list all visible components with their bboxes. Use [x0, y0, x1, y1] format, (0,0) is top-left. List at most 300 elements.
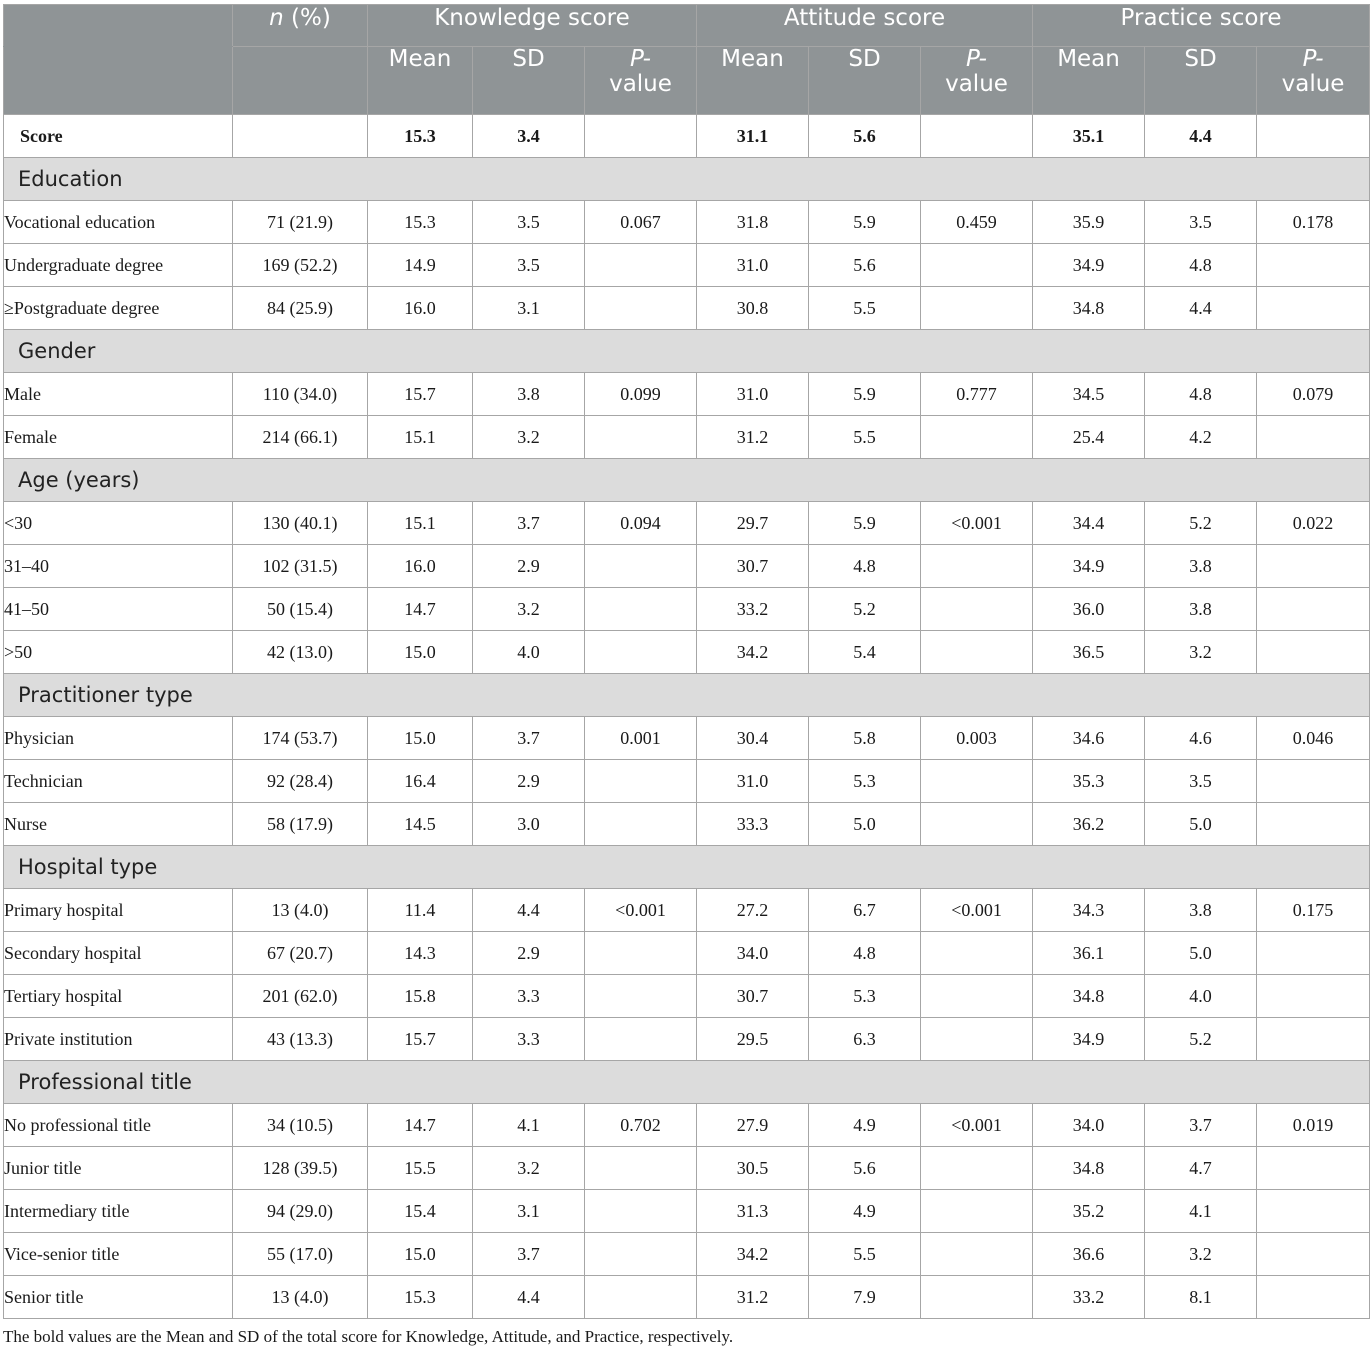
header-blank-cell: [4, 47, 233, 115]
row-label: Private institution: [4, 1018, 233, 1061]
table-row: [4, 1018, 1370, 1061]
cell-k-sd: 3.7: [473, 717, 585, 760]
table-row: [4, 287, 1370, 330]
cell-a-p: <0.001: [921, 1104, 1033, 1147]
cell-a-mean: 31.2: [697, 416, 809, 459]
cell-p-mean: 36.1: [1033, 932, 1145, 975]
header-a-mean: Mean: [697, 47, 809, 115]
row-label: Technician: [4, 760, 233, 803]
section-title: Professional title: [4, 1061, 1370, 1104]
cell-k-p: [585, 545, 697, 588]
cell-k-mean: 16.0: [368, 545, 473, 588]
cell-a-sd: 4.9: [809, 1104, 921, 1147]
score-label: Score: [4, 115, 233, 158]
row-label: Vocational education: [4, 201, 233, 244]
cell-k-mean: 15.5: [368, 1147, 473, 1190]
cell-p-sd: 3.5: [1145, 760, 1257, 803]
cell-a-mean: 34.2: [697, 631, 809, 674]
table-row: [4, 889, 1370, 932]
cell-k-p: 0.001: [585, 717, 697, 760]
cell-p-mean: 34.8: [1033, 975, 1145, 1018]
cell-a-sd: 6.3: [809, 1018, 921, 1061]
table-row: [4, 760, 1370, 803]
section-header-row: [4, 846, 1370, 889]
cell-k-sd: 4.4: [473, 1276, 585, 1319]
cell-a-p: [921, 545, 1033, 588]
cell-n: 55 (17.0): [233, 1233, 368, 1276]
cell-k-sd: 4.4: [473, 889, 585, 932]
cell-p-mean: 33.2: [1033, 1276, 1145, 1319]
score-a-p: [921, 115, 1033, 158]
header-practice-score: Practice score: [1033, 5, 1370, 47]
cell-p-mean: 34.0: [1033, 1104, 1145, 1147]
cell-k-sd: 3.2: [473, 1147, 585, 1190]
cell-k-p: 0.702: [585, 1104, 697, 1147]
cell-p-mean: 35.3: [1033, 760, 1145, 803]
cell-k-sd: 2.9: [473, 760, 585, 803]
cell-a-p: [921, 932, 1033, 975]
header-p-label: P-: [630, 46, 651, 72]
cell-a-mean: 31.0: [697, 244, 809, 287]
cell-a-p: [921, 287, 1033, 330]
row-label: Physician: [4, 717, 233, 760]
row-label: 41–50: [4, 588, 233, 631]
cell-a-p: [921, 588, 1033, 631]
cell-a-mean: 31.0: [697, 760, 809, 803]
cell-p-sd: 4.2: [1145, 416, 1257, 459]
cell-k-mean: 14.7: [368, 588, 473, 631]
cell-k-p: [585, 244, 697, 287]
cell-a-p: 0.459: [921, 201, 1033, 244]
cell-p-sd: 4.8: [1145, 244, 1257, 287]
header-a-pvalue: [921, 47, 1033, 115]
cell-n: 214 (66.1): [233, 416, 368, 459]
score-row: [4, 115, 1370, 158]
table-row: [4, 201, 1370, 244]
table-body: [4, 115, 1370, 1319]
cell-k-mean: 15.0: [368, 631, 473, 674]
cell-p-p: [1257, 760, 1370, 803]
cell-a-mean: 30.5: [697, 1147, 809, 1190]
cell-k-sd: 3.7: [473, 1233, 585, 1276]
row-label: Male: [4, 373, 233, 416]
score-k-p: [585, 115, 697, 158]
header-p-label: P-: [1302, 46, 1324, 72]
cell-k-sd: 3.2: [473, 588, 585, 631]
cell-a-mean: 33.2: [697, 588, 809, 631]
cell-a-sd: 5.3: [809, 975, 921, 1018]
cell-k-p: 0.094: [585, 502, 697, 545]
cell-n: 42 (13.0): [233, 631, 368, 674]
section-header-row: [4, 330, 1370, 373]
score-p-mean: 35.1: [1033, 115, 1145, 158]
table-row: [4, 1276, 1370, 1319]
cell-a-p: 0.777: [921, 373, 1033, 416]
header-blank-cell: [233, 47, 368, 115]
cell-n: 58 (17.9): [233, 803, 368, 846]
cell-n: 110 (34.0): [233, 373, 368, 416]
cell-p-mean: 34.4: [1033, 502, 1145, 545]
table-row: [4, 631, 1370, 674]
score-p-sd: 4.4: [1145, 115, 1257, 158]
cell-k-mean: 14.9: [368, 244, 473, 287]
cell-k-sd: 3.3: [473, 975, 585, 1018]
header-p-mean: Mean: [1033, 47, 1145, 115]
header-p-label: P-: [966, 46, 987, 72]
cell-a-sd: 5.5: [809, 1233, 921, 1276]
table-row: [4, 717, 1370, 760]
cell-k-sd: 2.9: [473, 545, 585, 588]
cell-a-sd: 5.4: [809, 631, 921, 674]
header-knowledge-score: Knowledge score: [368, 5, 697, 47]
table-row: [4, 244, 1370, 287]
cell-p-p: 0.019: [1257, 1104, 1370, 1147]
header-value-label: value: [609, 71, 672, 97]
cell-n: 67 (20.7): [233, 932, 368, 975]
section-title: Hospital type: [4, 846, 1370, 889]
row-label: >50: [4, 631, 233, 674]
cell-a-sd: 5.9: [809, 502, 921, 545]
cell-k-p: [585, 932, 697, 975]
cell-n: 71 (21.9): [233, 201, 368, 244]
score-k-mean: 15.3: [368, 115, 473, 158]
cell-a-p: 0.003: [921, 717, 1033, 760]
cell-n: 84 (25.9): [233, 287, 368, 330]
cell-p-sd: 4.4: [1145, 287, 1257, 330]
header-k-sd: SD: [473, 47, 585, 115]
score-k-sd: 3.4: [473, 115, 585, 158]
cell-a-mean: 31.3: [697, 1190, 809, 1233]
cell-a-mean: 34.2: [697, 1233, 809, 1276]
cell-k-sd: 3.8: [473, 373, 585, 416]
cell-k-mean: 15.0: [368, 1233, 473, 1276]
cell-a-p: [921, 416, 1033, 459]
cell-p-mean: 34.5: [1033, 373, 1145, 416]
cell-p-sd: 4.0: [1145, 975, 1257, 1018]
cell-p-p: [1257, 1190, 1370, 1233]
cell-p-mean: 25.4: [1033, 416, 1145, 459]
row-label: 31–40: [4, 545, 233, 588]
cell-a-p: [921, 1147, 1033, 1190]
cell-p-p: 0.079: [1257, 373, 1370, 416]
section-title: Age (years): [4, 459, 1370, 502]
cell-k-p: [585, 1190, 697, 1233]
cell-k-mean: 15.0: [368, 717, 473, 760]
cell-p-p: [1257, 932, 1370, 975]
cell-p-sd: 3.8: [1145, 588, 1257, 631]
cell-p-mean: 35.9: [1033, 201, 1145, 244]
cell-a-p: <0.001: [921, 502, 1033, 545]
section-header-row: [4, 459, 1370, 502]
cell-p-mean: 34.9: [1033, 545, 1145, 588]
cell-p-p: [1257, 1276, 1370, 1319]
cell-a-sd: 4.8: [809, 932, 921, 975]
cell-n: 201 (62.0): [233, 975, 368, 1018]
cell-a-p: [921, 244, 1033, 287]
cell-p-p: [1257, 588, 1370, 631]
cell-a-p: [921, 1018, 1033, 1061]
row-label: Senior title: [4, 1276, 233, 1319]
header-p-pvalue: [1257, 47, 1370, 115]
cell-k-p: [585, 1276, 697, 1319]
cell-p-p: [1257, 1147, 1370, 1190]
cell-a-p: [921, 1276, 1033, 1319]
cell-k-sd: 3.5: [473, 201, 585, 244]
cell-a-mean: 31.2: [697, 1276, 809, 1319]
score-n-cell: [233, 115, 368, 158]
cell-k-p: [585, 416, 697, 459]
cell-k-p: [585, 287, 697, 330]
cell-p-p: [1257, 631, 1370, 674]
cell-p-mean: 34.9: [1033, 1018, 1145, 1061]
cell-k-mean: 15.8: [368, 975, 473, 1018]
row-label: ≥Postgraduate degree: [4, 287, 233, 330]
cell-k-p: [585, 588, 697, 631]
cell-p-mean: 34.8: [1033, 1147, 1145, 1190]
header-n-percent: [233, 5, 368, 47]
cell-k-mean: 14.7: [368, 1104, 473, 1147]
header-blank-cell: [4, 5, 233, 47]
cell-k-mean: 15.3: [368, 201, 473, 244]
cell-k-mean: 14.3: [368, 932, 473, 975]
cell-a-p: [921, 803, 1033, 846]
cell-a-sd: 5.9: [809, 201, 921, 244]
cell-a-sd: 4.8: [809, 545, 921, 588]
section-title: Education: [4, 158, 1370, 201]
cell-k-mean: 15.7: [368, 1018, 473, 1061]
table-row: [4, 416, 1370, 459]
cell-p-sd: 4.8: [1145, 373, 1257, 416]
cell-k-p: [585, 975, 697, 1018]
cell-a-mean: 30.7: [697, 975, 809, 1018]
cell-p-p: [1257, 545, 1370, 588]
cell-a-mean: 30.4: [697, 717, 809, 760]
cell-n: 174 (53.7): [233, 717, 368, 760]
cell-p-p: 0.046: [1257, 717, 1370, 760]
cell-p-sd: 3.8: [1145, 545, 1257, 588]
table-footnote: The bold values are the Mean and SD of the total score for Knowledge, Attitude, and Practice, respectively.: [3, 1327, 734, 1346]
cell-a-mean: 30.8: [697, 287, 809, 330]
table-header: [4, 5, 1370, 115]
table-row: [4, 803, 1370, 846]
cell-p-mean: 35.2: [1033, 1190, 1145, 1233]
cell-p-sd: 3.2: [1145, 631, 1257, 674]
section-title: Practitioner type: [4, 674, 1370, 717]
cell-k-sd: 3.7: [473, 502, 585, 545]
table-row: [4, 545, 1370, 588]
cell-p-sd: 3.2: [1145, 1233, 1257, 1276]
cell-k-p: [585, 631, 697, 674]
cell-k-sd: 2.9: [473, 932, 585, 975]
cell-a-sd: 5.0: [809, 803, 921, 846]
cell-p-p: [1257, 975, 1370, 1018]
cell-p-sd: 4.6: [1145, 717, 1257, 760]
cell-k-p: 0.099: [585, 373, 697, 416]
cell-k-mean: 14.5: [368, 803, 473, 846]
cell-p-p: [1257, 287, 1370, 330]
cell-k-p: 0.067: [585, 201, 697, 244]
cell-n: 13 (4.0): [233, 1276, 368, 1319]
table-row: [4, 1147, 1370, 1190]
cell-k-p: [585, 760, 697, 803]
table-row: [4, 1104, 1370, 1147]
cell-a-mean: 29.5: [697, 1018, 809, 1061]
score-a-sd: 5.6: [809, 115, 921, 158]
header-percent-label: (%): [283, 5, 331, 31]
row-label: <30: [4, 502, 233, 545]
header-k-mean: Mean: [368, 47, 473, 115]
cell-a-sd: 5.6: [809, 1147, 921, 1190]
cell-k-p: [585, 1147, 697, 1190]
cell-a-mean: 34.0: [697, 932, 809, 975]
cell-a-mean: 27.9: [697, 1104, 809, 1147]
cell-n: 102 (31.5): [233, 545, 368, 588]
cell-p-mean: 34.6: [1033, 717, 1145, 760]
cell-k-sd: 4.1: [473, 1104, 585, 1147]
cell-p-mean: 34.8: [1033, 287, 1145, 330]
row-label: Intermediary title: [4, 1190, 233, 1233]
cell-p-sd: 5.2: [1145, 1018, 1257, 1061]
cell-p-sd: 8.1: [1145, 1276, 1257, 1319]
cell-p-sd: 5.2: [1145, 502, 1257, 545]
cell-k-p: [585, 1233, 697, 1276]
row-label: Vice-senior title: [4, 1233, 233, 1276]
cell-a-sd: 5.2: [809, 588, 921, 631]
cell-k-p: [585, 803, 697, 846]
row-label: Junior title: [4, 1147, 233, 1190]
cell-n: 13 (4.0): [233, 889, 368, 932]
cell-p-mean: 36.0: [1033, 588, 1145, 631]
cell-p-p: [1257, 244, 1370, 287]
cell-p-sd: 5.0: [1145, 932, 1257, 975]
header-value-label: value: [945, 71, 1008, 97]
cell-a-sd: 5.6: [809, 244, 921, 287]
header-n-label: n: [269, 5, 284, 31]
cell-k-sd: 4.0: [473, 631, 585, 674]
cell-a-mean: 31.8: [697, 201, 809, 244]
cell-k-sd: 3.1: [473, 1190, 585, 1233]
cell-n: 92 (28.4): [233, 760, 368, 803]
table-row: [4, 1190, 1370, 1233]
cell-a-p: [921, 631, 1033, 674]
cell-n: 43 (13.3): [233, 1018, 368, 1061]
section-header-row: [4, 1061, 1370, 1104]
header-a-sd: SD: [809, 47, 921, 115]
cell-p-mean: 36.2: [1033, 803, 1145, 846]
cell-p-p: [1257, 803, 1370, 846]
cell-k-mean: 15.4: [368, 1190, 473, 1233]
header-value-label: value: [1281, 71, 1345, 97]
cell-k-sd: 3.0: [473, 803, 585, 846]
cell-a-sd: 5.5: [809, 416, 921, 459]
row-label: Nurse: [4, 803, 233, 846]
table-row: [4, 975, 1370, 1018]
cell-p-p: 0.022: [1257, 502, 1370, 545]
cell-k-mean: 11.4: [368, 889, 473, 932]
cell-a-mean: 31.0: [697, 373, 809, 416]
cell-n: 94 (29.0): [233, 1190, 368, 1233]
cell-a-sd: 5.5: [809, 287, 921, 330]
header-attitude-score: Attitude score: [697, 5, 1033, 47]
cell-p-p: [1257, 1018, 1370, 1061]
cell-n: 50 (15.4): [233, 588, 368, 631]
section-header-row: [4, 674, 1370, 717]
header-k-pvalue: [585, 47, 697, 115]
table-row: [4, 373, 1370, 416]
cell-k-mean: 16.4: [368, 760, 473, 803]
cell-k-mean: 15.7: [368, 373, 473, 416]
cell-k-mean: 16.0: [368, 287, 473, 330]
cell-k-mean: 15.1: [368, 502, 473, 545]
cell-k-sd: 3.2: [473, 416, 585, 459]
row-label: Female: [4, 416, 233, 459]
cell-k-sd: 3.5: [473, 244, 585, 287]
cell-a-mean: 30.7: [697, 545, 809, 588]
cell-k-sd: 3.1: [473, 287, 585, 330]
cell-k-p: [585, 1018, 697, 1061]
cell-p-sd: 5.0: [1145, 803, 1257, 846]
cell-a-sd: 6.7: [809, 889, 921, 932]
cell-a-p: [921, 1233, 1033, 1276]
cell-a-sd: 7.9: [809, 1276, 921, 1319]
cell-p-sd: 3.8: [1145, 889, 1257, 932]
cell-p-p: 0.175: [1257, 889, 1370, 932]
cell-p-sd: 4.7: [1145, 1147, 1257, 1190]
cell-n: 169 (52.2): [233, 244, 368, 287]
cell-p-sd: 3.7: [1145, 1104, 1257, 1147]
row-label: Secondary hospital: [4, 932, 233, 975]
cell-k-p: <0.001: [585, 889, 697, 932]
cell-k-sd: 3.3: [473, 1018, 585, 1061]
table-row: [4, 502, 1370, 545]
cell-a-sd: 5.3: [809, 760, 921, 803]
cell-a-p: [921, 975, 1033, 1018]
score-a-mean: 31.1: [697, 115, 809, 158]
table-row: [4, 588, 1370, 631]
cell-p-mean: 34.9: [1033, 244, 1145, 287]
table-row: [4, 1233, 1370, 1276]
cell-a-mean: 29.7: [697, 502, 809, 545]
score-p-p: [1257, 115, 1370, 158]
cell-k-mean: 15.1: [368, 416, 473, 459]
cell-p-mean: 36.6: [1033, 1233, 1145, 1276]
section-header-row: [4, 158, 1370, 201]
cell-a-sd: 5.8: [809, 717, 921, 760]
cell-p-mean: 34.3: [1033, 889, 1145, 932]
section-title: Gender: [4, 330, 1370, 373]
cell-n: 130 (40.1): [233, 502, 368, 545]
cell-a-mean: 27.2: [697, 889, 809, 932]
header-p-sd: SD: [1145, 47, 1257, 115]
cell-k-mean: 15.3: [368, 1276, 473, 1319]
cell-p-sd: 4.1: [1145, 1190, 1257, 1233]
row-label: No professional title: [4, 1104, 233, 1147]
row-label: Primary hospital: [4, 889, 233, 932]
results-table: [3, 4, 1370, 1319]
cell-a-p: <0.001: [921, 889, 1033, 932]
cell-p-sd: 3.5: [1145, 201, 1257, 244]
cell-n: 128 (39.5): [233, 1147, 368, 1190]
cell-a-p: [921, 760, 1033, 803]
cell-a-p: [921, 1190, 1033, 1233]
cell-p-p: [1257, 416, 1370, 459]
row-label: Tertiary hospital: [4, 975, 233, 1018]
cell-p-p: [1257, 1233, 1370, 1276]
cell-n: 34 (10.5): [233, 1104, 368, 1147]
table-row: [4, 932, 1370, 975]
cell-a-sd: 4.9: [809, 1190, 921, 1233]
row-label: Undergraduate degree: [4, 244, 233, 287]
